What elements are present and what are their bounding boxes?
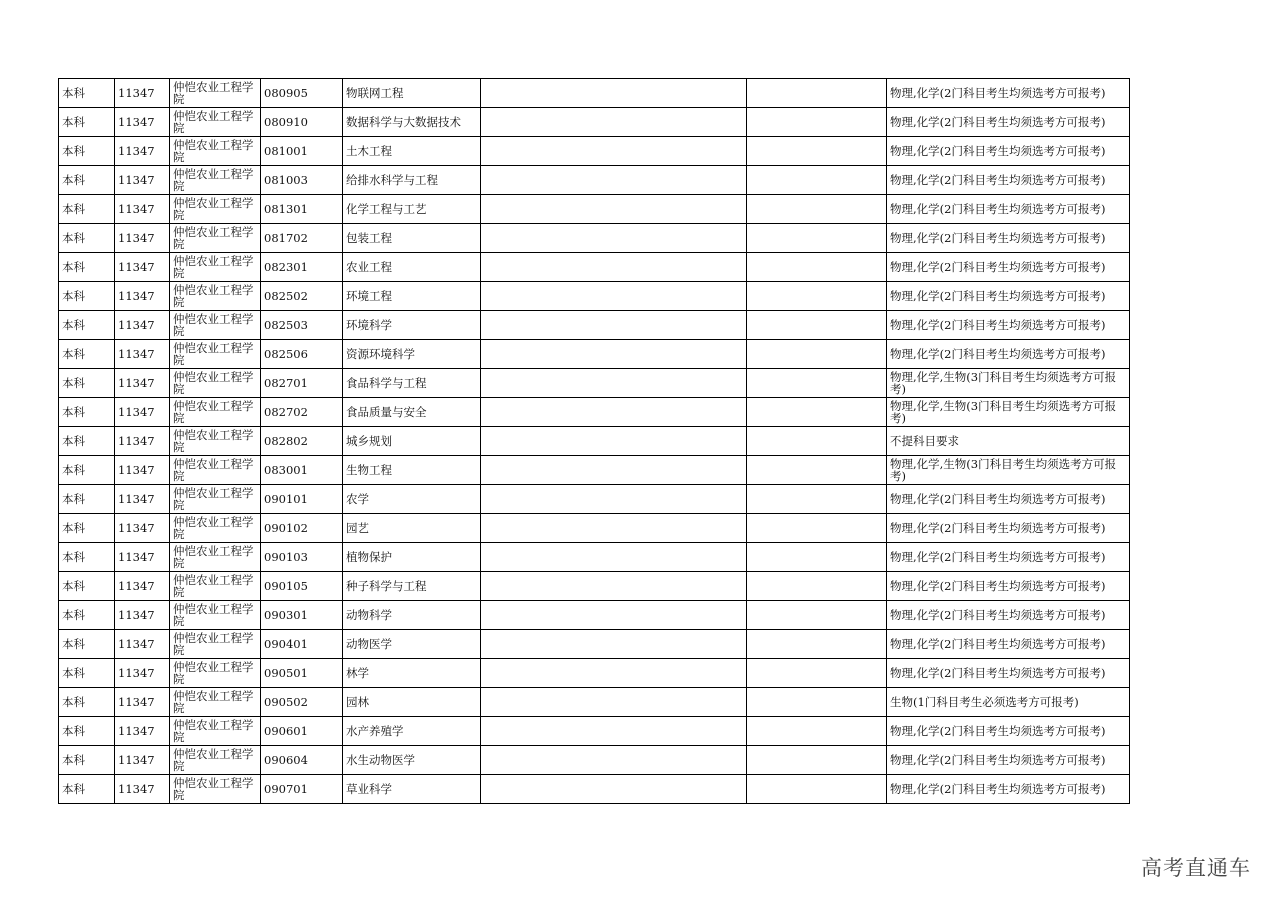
table-row — [59, 79, 1130, 108]
table-row — [59, 456, 1130, 485]
cell-major-name: 园艺 — [343, 514, 481, 543]
cell-level: 本科 — [59, 282, 115, 311]
cell-empty — [747, 340, 887, 369]
cell-major-code: 082301 — [261, 253, 343, 282]
cell-level: 本科 — [59, 717, 115, 746]
cell-empty — [481, 195, 747, 224]
cell-institution: 仲恺农业工程学院 — [170, 746, 261, 775]
cell-major-code: 082702 — [261, 398, 343, 427]
cell-major-name: 土木工程 — [343, 137, 481, 166]
cell-subject-requirement: 物理,化学(2门科目考生均须选考方可报考) — [887, 340, 1130, 369]
cell-school-code: 11347 — [115, 688, 170, 717]
table-row — [59, 340, 1130, 369]
cell-empty — [747, 311, 887, 340]
cell-major-name: 农学 — [343, 485, 481, 514]
cell-subject-requirement: 物理,化学(2门科目考生均须选考方可报考) — [887, 775, 1130, 804]
cell-level: 本科 — [59, 108, 115, 137]
cell-major-code: 082502 — [261, 282, 343, 311]
cell-major-code: 081001 — [261, 137, 343, 166]
cell-major-name: 化学工程与工艺 — [343, 195, 481, 224]
cell-empty — [747, 108, 887, 137]
cell-empty — [747, 717, 887, 746]
cell-major-code: 090102 — [261, 514, 343, 543]
cell-subject-requirement: 生物(1门科目考生必须选考方可报考) — [887, 688, 1130, 717]
cell-school-code: 11347 — [115, 456, 170, 485]
cell-school-code: 11347 — [115, 108, 170, 137]
cell-major-name: 给排水科学与工程 — [343, 166, 481, 195]
cell-empty — [481, 514, 747, 543]
cell-major-code: 090501 — [261, 659, 343, 688]
cell-institution: 仲恺农业工程学院 — [170, 775, 261, 804]
cell-level: 本科 — [59, 166, 115, 195]
cell-major-name: 园林 — [343, 688, 481, 717]
table-row — [59, 543, 1130, 572]
cell-major-name: 食品质量与安全 — [343, 398, 481, 427]
table-row — [59, 572, 1130, 601]
cell-institution: 仲恺农业工程学院 — [170, 485, 261, 514]
cell-school-code: 11347 — [115, 369, 170, 398]
cell-major-code: 081702 — [261, 224, 343, 253]
table-row — [59, 311, 1130, 340]
cell-empty — [481, 369, 747, 398]
cell-empty — [481, 688, 747, 717]
cell-empty — [747, 253, 887, 282]
cell-level: 本科 — [59, 427, 115, 456]
cell-empty — [481, 659, 747, 688]
cell-major-name: 农业工程 — [343, 253, 481, 282]
cell-major-code: 081003 — [261, 166, 343, 195]
table-row — [59, 369, 1130, 398]
cell-empty — [481, 601, 747, 630]
cell-school-code: 11347 — [115, 224, 170, 253]
cell-major-name: 林学 — [343, 659, 481, 688]
cell-institution: 仲恺农业工程学院 — [170, 427, 261, 456]
cell-empty — [481, 485, 747, 514]
cell-empty — [747, 630, 887, 659]
cell-subject-requirement: 物理,化学(2门科目考生均须选考方可报考) — [887, 601, 1130, 630]
cell-major-code: 081301 — [261, 195, 343, 224]
cell-level: 本科 — [59, 79, 115, 108]
table-row — [59, 137, 1130, 166]
cell-major-code: 090103 — [261, 543, 343, 572]
cell-empty — [481, 79, 747, 108]
cell-major-name: 食品科学与工程 — [343, 369, 481, 398]
cell-school-code: 11347 — [115, 659, 170, 688]
cell-major-name: 城乡规划 — [343, 427, 481, 456]
table-row — [59, 601, 1130, 630]
cell-empty — [481, 224, 747, 253]
table-row — [59, 775, 1130, 804]
cell-major-code: 082506 — [261, 340, 343, 369]
cell-level: 本科 — [59, 369, 115, 398]
cell-empty — [481, 775, 747, 804]
cell-empty — [481, 717, 747, 746]
cell-subject-requirement: 物理,化学(2门科目考生均须选考方可报考) — [887, 630, 1130, 659]
cell-institution: 仲恺农业工程学院 — [170, 398, 261, 427]
cell-subject-requirement: 物理,化学(2门科目考生均须选考方可报考) — [887, 717, 1130, 746]
cell-institution: 仲恺农业工程学院 — [170, 166, 261, 195]
cell-major-name: 数据科学与大数据技术 — [343, 108, 481, 137]
table-row — [59, 485, 1130, 514]
cell-institution: 仲恺农业工程学院 — [170, 688, 261, 717]
cell-major-code: 082503 — [261, 311, 343, 340]
cell-subject-requirement: 物理,化学(2门科目考生均须选考方可报考) — [887, 572, 1130, 601]
cell-empty — [747, 137, 887, 166]
cell-school-code: 11347 — [115, 746, 170, 775]
cell-subject-requirement: 不提科目要求 — [887, 427, 1130, 456]
cell-school-code: 11347 — [115, 137, 170, 166]
cell-empty — [747, 572, 887, 601]
cell-empty — [481, 311, 747, 340]
cell-empty — [481, 166, 747, 195]
cell-major-code: 090604 — [261, 746, 343, 775]
table-row — [59, 746, 1130, 775]
cell-school-code: 11347 — [115, 514, 170, 543]
table-row — [59, 659, 1130, 688]
cell-level: 本科 — [59, 688, 115, 717]
cell-empty — [481, 543, 747, 572]
cell-subject-requirement: 物理,化学(2门科目考生均须选考方可报考) — [887, 108, 1130, 137]
cell-institution: 仲恺农业工程学院 — [170, 572, 261, 601]
cell-level: 本科 — [59, 659, 115, 688]
cell-subject-requirement: 物理,化学(2门科目考生均须选考方可报考) — [887, 514, 1130, 543]
cell-subject-requirement: 物理,化学(2门科目考生均须选考方可报考) — [887, 282, 1130, 311]
cell-major-name: 动物科学 — [343, 601, 481, 630]
cell-school-code: 11347 — [115, 717, 170, 746]
cell-institution: 仲恺农业工程学院 — [170, 369, 261, 398]
cell-empty — [747, 601, 887, 630]
cell-school-code: 11347 — [115, 485, 170, 514]
cell-major-name: 生物工程 — [343, 456, 481, 485]
cell-subject-requirement: 物理,化学(2门科目考生均须选考方可报考) — [887, 746, 1130, 775]
cell-subject-requirement: 物理,化学(2门科目考生均须选考方可报考) — [887, 253, 1130, 282]
cell-major-code: 090105 — [261, 572, 343, 601]
cell-institution: 仲恺农业工程学院 — [170, 659, 261, 688]
cell-empty — [747, 79, 887, 108]
cell-institution: 仲恺农业工程学院 — [170, 456, 261, 485]
table-row — [59, 427, 1130, 456]
cell-level: 本科 — [59, 543, 115, 572]
cell-subject-requirement: 物理,化学(2门科目考生均须选考方可报考) — [887, 195, 1130, 224]
cell-subject-requirement: 物理,化学,生物(3门科目考生均须选考方可报考) — [887, 369, 1130, 398]
cell-institution: 仲恺农业工程学院 — [170, 601, 261, 630]
cell-level: 本科 — [59, 572, 115, 601]
cell-major-code: 090301 — [261, 601, 343, 630]
cell-empty — [481, 456, 747, 485]
table-row — [59, 630, 1130, 659]
cell-school-code: 11347 — [115, 601, 170, 630]
cell-empty — [481, 253, 747, 282]
cell-school-code: 11347 — [115, 79, 170, 108]
cell-subject-requirement: 物理,化学(2门科目考生均须选考方可报考) — [887, 485, 1130, 514]
cell-major-code: 090101 — [261, 485, 343, 514]
cell-major-code: 080910 — [261, 108, 343, 137]
cell-empty — [747, 485, 887, 514]
table-row — [59, 195, 1130, 224]
cell-institution: 仲恺农业工程学院 — [170, 630, 261, 659]
cell-school-code: 11347 — [115, 253, 170, 282]
cell-major-code: 082802 — [261, 427, 343, 456]
cell-major-code: 090601 — [261, 717, 343, 746]
table-row — [59, 514, 1130, 543]
watermark-text: 高考直通车 — [1141, 856, 1251, 880]
cell-empty — [481, 137, 747, 166]
cell-major-name: 种子科学与工程 — [343, 572, 481, 601]
cell-subject-requirement: 物理,化学(2门科目考生均须选考方可报考) — [887, 137, 1130, 166]
cell-major-code: 082701 — [261, 369, 343, 398]
cell-institution: 仲恺农业工程学院 — [170, 282, 261, 311]
cell-empty — [481, 572, 747, 601]
cell-major-name: 环境工程 — [343, 282, 481, 311]
cell-level: 本科 — [59, 514, 115, 543]
cell-empty — [747, 427, 887, 456]
cell-empty — [747, 514, 887, 543]
cell-institution: 仲恺农业工程学院 — [170, 514, 261, 543]
cell-major-code: 083001 — [261, 456, 343, 485]
cell-institution: 仲恺农业工程学院 — [170, 79, 261, 108]
cell-empty — [481, 746, 747, 775]
cell-level: 本科 — [59, 485, 115, 514]
cell-empty — [747, 688, 887, 717]
cell-level: 本科 — [59, 456, 115, 485]
cell-subject-requirement: 物理,化学(2门科目考生均须选考方可报考) — [887, 166, 1130, 195]
cell-empty — [747, 659, 887, 688]
cell-level: 本科 — [59, 398, 115, 427]
cell-institution: 仲恺农业工程学院 — [170, 340, 261, 369]
table-row — [59, 688, 1130, 717]
cell-empty — [747, 775, 887, 804]
cell-institution: 仲恺农业工程学院 — [170, 311, 261, 340]
cell-empty — [481, 630, 747, 659]
cell-institution: 仲恺农业工程学院 — [170, 543, 261, 572]
cell-institution: 仲恺农业工程学院 — [170, 137, 261, 166]
cell-level: 本科 — [59, 746, 115, 775]
cell-empty — [747, 398, 887, 427]
cell-institution: 仲恺农业工程学院 — [170, 195, 261, 224]
cell-major-name: 资源环境科学 — [343, 340, 481, 369]
table-body — [59, 79, 1130, 804]
cell-empty — [747, 224, 887, 253]
table-row — [59, 253, 1130, 282]
cell-major-name: 环境科学 — [343, 311, 481, 340]
cell-empty — [747, 282, 887, 311]
cell-level: 本科 — [59, 340, 115, 369]
cell-empty — [747, 166, 887, 195]
cell-major-name: 水产养殖学 — [343, 717, 481, 746]
cell-school-code: 11347 — [115, 630, 170, 659]
cell-major-name: 草业科学 — [343, 775, 481, 804]
cell-subject-requirement: 物理,化学(2门科目考生均须选考方可报考) — [887, 224, 1130, 253]
cell-institution: 仲恺农业工程学院 — [170, 253, 261, 282]
cell-level: 本科 — [59, 775, 115, 804]
table-row — [59, 398, 1130, 427]
cell-institution: 仲恺农业工程学院 — [170, 224, 261, 253]
table-row — [59, 282, 1130, 311]
cell-major-code: 090401 — [261, 630, 343, 659]
cell-school-code: 11347 — [115, 427, 170, 456]
cell-level: 本科 — [59, 224, 115, 253]
cell-school-code: 11347 — [115, 311, 170, 340]
cell-subject-requirement: 物理,化学,生物(3门科目考生均须选考方可报考) — [887, 456, 1130, 485]
cell-empty — [481, 398, 747, 427]
cell-subject-requirement: 物理,化学(2门科目考生均须选考方可报考) — [887, 311, 1130, 340]
cell-school-code: 11347 — [115, 572, 170, 601]
cell-empty — [747, 195, 887, 224]
cell-major-code: 090502 — [261, 688, 343, 717]
cell-subject-requirement: 物理,化学(2门科目考生均须选考方可报考) — [887, 543, 1130, 572]
cell-empty — [747, 543, 887, 572]
cell-major-name: 植物保护 — [343, 543, 481, 572]
table-row — [59, 717, 1130, 746]
cell-school-code: 11347 — [115, 282, 170, 311]
cell-school-code: 11347 — [115, 195, 170, 224]
cell-major-name: 动物医学 — [343, 630, 481, 659]
cell-subject-requirement: 物理,化学(2门科目考生均须选考方可报考) — [887, 79, 1130, 108]
cell-school-code: 11347 — [115, 340, 170, 369]
cell-school-code: 11347 — [115, 775, 170, 804]
cell-subject-requirement: 物理,化学,生物(3门科目考生均须选考方可报考) — [887, 398, 1130, 427]
cell-level: 本科 — [59, 311, 115, 340]
cell-level: 本科 — [59, 630, 115, 659]
cell-level: 本科 — [59, 601, 115, 630]
cell-empty — [481, 340, 747, 369]
table-row — [59, 108, 1130, 137]
table-row — [59, 166, 1130, 195]
cell-empty — [481, 108, 747, 137]
cell-institution: 仲恺农业工程学院 — [170, 108, 261, 137]
cell-major-name: 物联网工程 — [343, 79, 481, 108]
cell-empty — [747, 746, 887, 775]
requirements-table — [58, 78, 1130, 804]
table-row — [59, 224, 1130, 253]
cell-subject-requirement: 物理,化学(2门科目考生均须选考方可报考) — [887, 659, 1130, 688]
cell-major-name: 水生动物医学 — [343, 746, 481, 775]
cell-school-code: 11347 — [115, 398, 170, 427]
cell-school-code: 11347 — [115, 543, 170, 572]
cell-level: 本科 — [59, 253, 115, 282]
cell-major-code: 080905 — [261, 79, 343, 108]
cell-empty — [481, 427, 747, 456]
cell-empty — [747, 456, 887, 485]
cell-level: 本科 — [59, 195, 115, 224]
cell-level: 本科 — [59, 137, 115, 166]
cell-institution: 仲恺农业工程学院 — [170, 717, 261, 746]
cell-empty — [747, 369, 887, 398]
cell-school-code: 11347 — [115, 166, 170, 195]
cell-major-name: 包装工程 — [343, 224, 481, 253]
cell-major-code: 090701 — [261, 775, 343, 804]
cell-empty — [481, 282, 747, 311]
